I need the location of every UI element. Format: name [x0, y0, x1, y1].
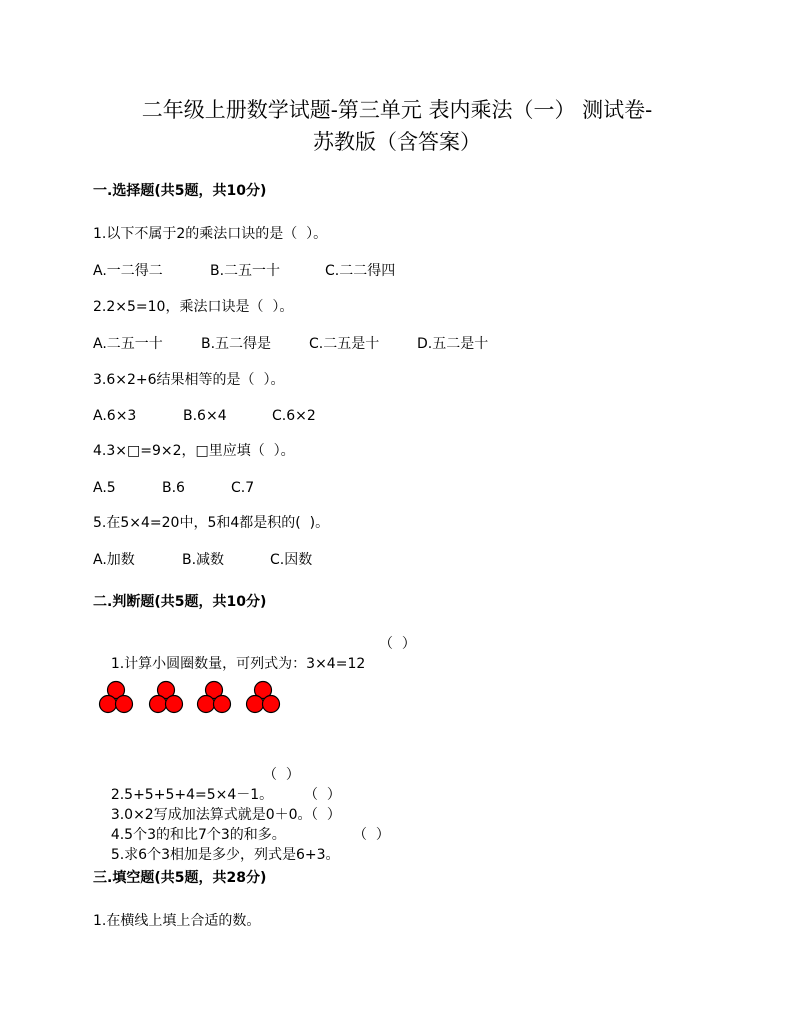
answer-parentheses: （ ）: [304, 807, 341, 823]
choice-option: C.7: [231, 480, 255, 496]
choice-option: B.6×4: [183, 408, 227, 424]
choice-option: B.五二得是: [201, 336, 272, 352]
red-circle: [214, 696, 231, 713]
circle-group-4: [247, 682, 280, 713]
fill-blank-question-1: 1.在横线上填上合适的数。: [93, 913, 261, 929]
choice-option: A.加数: [93, 552, 135, 568]
red-circle: [198, 696, 215, 713]
choice-question-2: 2.2×5=10，乘法口诀是（ ）。: [93, 299, 294, 315]
answer-parentheses: （ ）: [263, 767, 300, 783]
circle-group-3: [198, 682, 231, 713]
document-title-line-1: 二年级上册数学试题-第三单元 表内乘法（一） 测试卷-: [141, 98, 653, 122]
answer-parentheses: （ ）: [379, 636, 416, 652]
choice-option: A.6×3: [93, 408, 137, 424]
judgement-question-text: 4.5个3的和比7个3的和多。: [110, 827, 286, 843]
choice-question-5: 5.在5×4=20中，5和4都是积的( )。: [93, 515, 330, 531]
choice-option: B.减数: [182, 552, 225, 568]
choice-option: A.一二得二: [93, 263, 163, 279]
red-circle: [263, 696, 280, 713]
circle-group-2: [150, 682, 183, 713]
circle-group-1: [100, 682, 133, 713]
choice-option: C.二五是十: [309, 336, 380, 352]
choice-option: B.6: [162, 480, 185, 496]
choice-option: B.二五一十: [210, 263, 281, 279]
red-circles-figure: [96, 680, 296, 720]
red-circle: [116, 696, 133, 713]
judgement-question-5: [93, 825, 390, 905]
red-circle: [247, 696, 264, 713]
judgement-question-text: 2.5+5+5+4=5×4－1。: [110, 787, 274, 803]
choice-option: D.五二是十: [417, 336, 489, 352]
choice-option: C.6×2: [272, 408, 316, 424]
red-circle: [150, 696, 167, 713]
section-heading-judgement: 二.判断题(共5题，共10分): [93, 594, 267, 610]
answer-parentheses: （ ）: [353, 827, 390, 843]
choice-option: C.二二得四: [325, 263, 396, 279]
choice-option: A.二五一十: [93, 336, 163, 352]
judgement-question-text: 1.计算小圆圈数量，可列式为：3×4=12: [110, 656, 366, 672]
judgement-question-text: 5.求6个3相加是多少，列式是6+3。: [110, 847, 340, 863]
document-title-line-2: 苏教版（含答案）: [313, 130, 481, 154]
answer-parentheses: （ ）: [304, 787, 341, 803]
choice-question-1: 1.以下不属于2的乘法口诀的是（ ）。: [93, 226, 328, 242]
judgement-question-text: 3.0×2写成加法算式就是0＋0。: [110, 807, 312, 823]
red-circle: [166, 696, 183, 713]
choice-option: C.因数: [270, 552, 313, 568]
section-heading-fill-blank: 三.填空题(共5题，共28分): [93, 870, 267, 886]
choice-question-3: 3.6×2+6结果相等的是（ ）。: [93, 372, 285, 388]
red-circle: [100, 696, 117, 713]
choice-option: A.5: [93, 480, 116, 496]
section-heading-choice: 一.选择题(共5题，共10分): [93, 183, 267, 199]
choice-question-4: 4.3×□=9×2，□里应填（ ）。: [93, 443, 295, 459]
